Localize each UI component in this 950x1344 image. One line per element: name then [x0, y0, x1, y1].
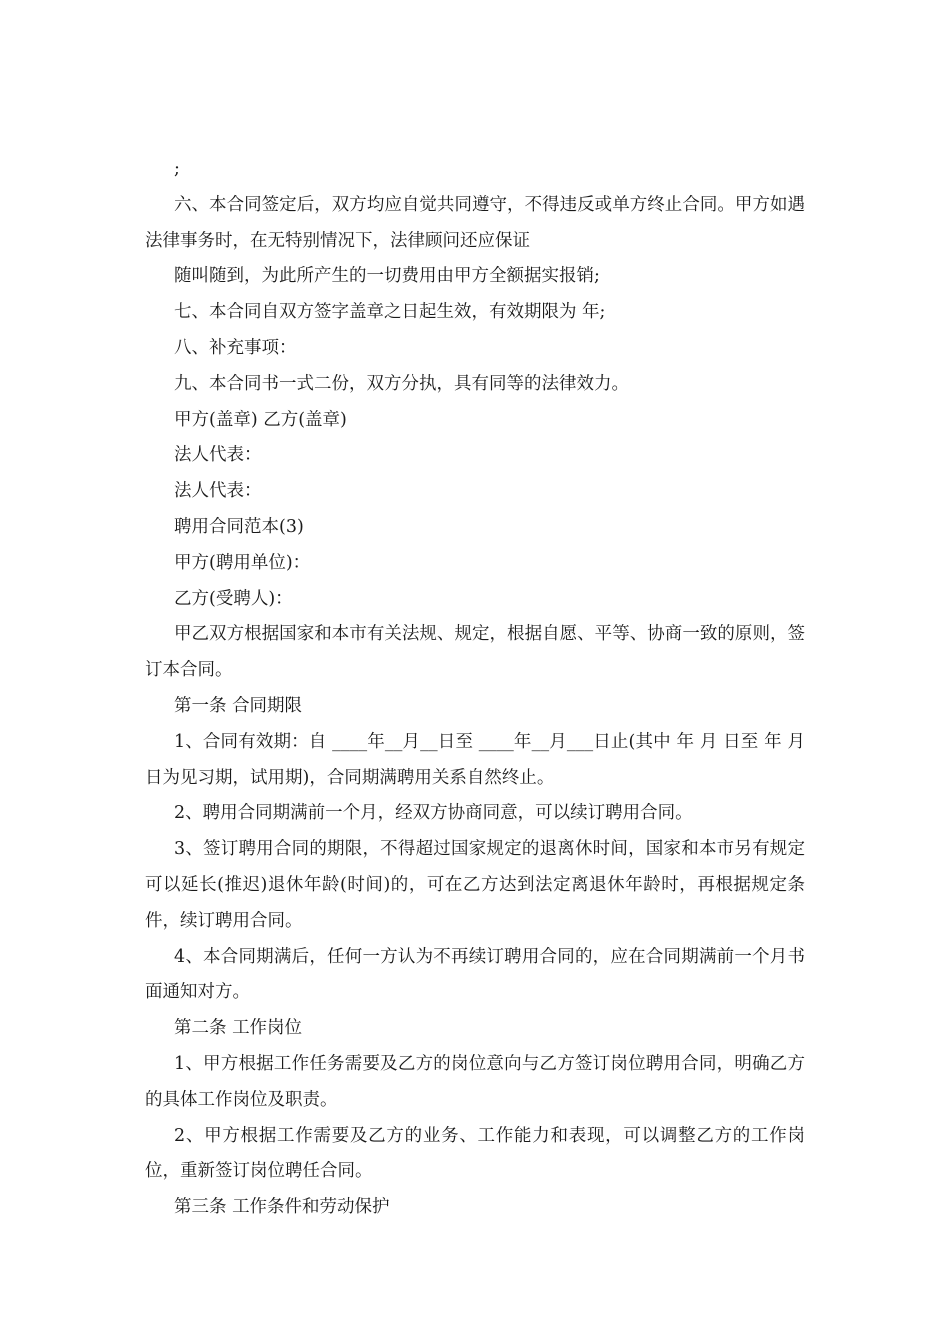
legal-representative-a: 法人代表：	[174, 445, 262, 466]
signature-parties: 甲方(盖章) 乙方(盖章)	[174, 409, 347, 430]
party-a-label: 甲方(聘用单位)：	[174, 552, 311, 573]
paragraph-clause-9: 九、本合同书一式二份，双方分执，具有同等的法律效力。	[174, 373, 629, 394]
preamble: 甲乙双方根据国家和本市有关法规、规定，根据自愿、平等、协商一致的原则，签订本合同。	[145, 624, 805, 681]
article-2-item-2: 2、甲方根据工作需要及乙方的业务、工作能力和表现，可以调整乙方的工作岗位，重新签订岗位聘任合同。	[145, 1125, 805, 1182]
paragraph-clause-7: 七、本合同自双方签字盖章之日起生效，有效期限为 年;	[174, 302, 606, 323]
legal-representative-b: 法人代表：	[174, 481, 262, 502]
contract-title: 聘用合同范本(3)	[174, 516, 304, 537]
article-3-heading: 第三条 工作条件和劳动保护	[174, 1197, 390, 1218]
article-2-item-1: 1、甲方根据工作任务需要及乙方的岗位意向与乙方签订岗位聘用合同，明确乙方的具体工作岗位及职责。	[145, 1053, 805, 1110]
paragraph-semicolon: ;	[174, 159, 180, 179]
article-1-item-2: 2、聘用合同期满前一个月，经双方协商同意，可以续订聘用合同。	[174, 803, 693, 824]
paragraph-clause-6: 六、本合同签定后，双方均应自觉共同遵守，不得违反或单方终止合同。甲方如遇法律事务时，在无特别情况下，法律顾问还应保证	[145, 194, 805, 251]
party-b-label: 乙方(受聘人)：	[174, 588, 293, 609]
article-1-item-3: 3、签订聘用合同的期限，不得超过国家规定的退离休时间，国家和本市另有规定可以延长(推迟)退休年龄(时间)的，可在乙方达到法定离退休年龄时，再根据规定条件，续订聘用合同。	[145, 839, 805, 931]
article-2-heading: 第二条 工作岗位	[174, 1018, 303, 1039]
article-1-item-4: 4、本合同期满后，任何一方认为不再续订聘用合同的，应在合同期满前一个月书面通知对方。	[145, 946, 805, 1003]
article-1-heading: 第一条 合同期限	[174, 695, 303, 716]
document-body	[145, 152, 805, 1226]
paragraph-clause-6-cont: 随叫随到，为此所产生的一切费用由甲方全额据实报销;	[174, 266, 600, 287]
article-1-item-1: 1、合同有效期：自 ____年__月__日至 ____年__月___日止(其中 年 月 日至 年 月 日为见习期，试用期)，合同期满聘用关系自然终止。	[145, 731, 805, 788]
paragraph-clause-8: 八、补充事项：	[174, 337, 297, 358]
